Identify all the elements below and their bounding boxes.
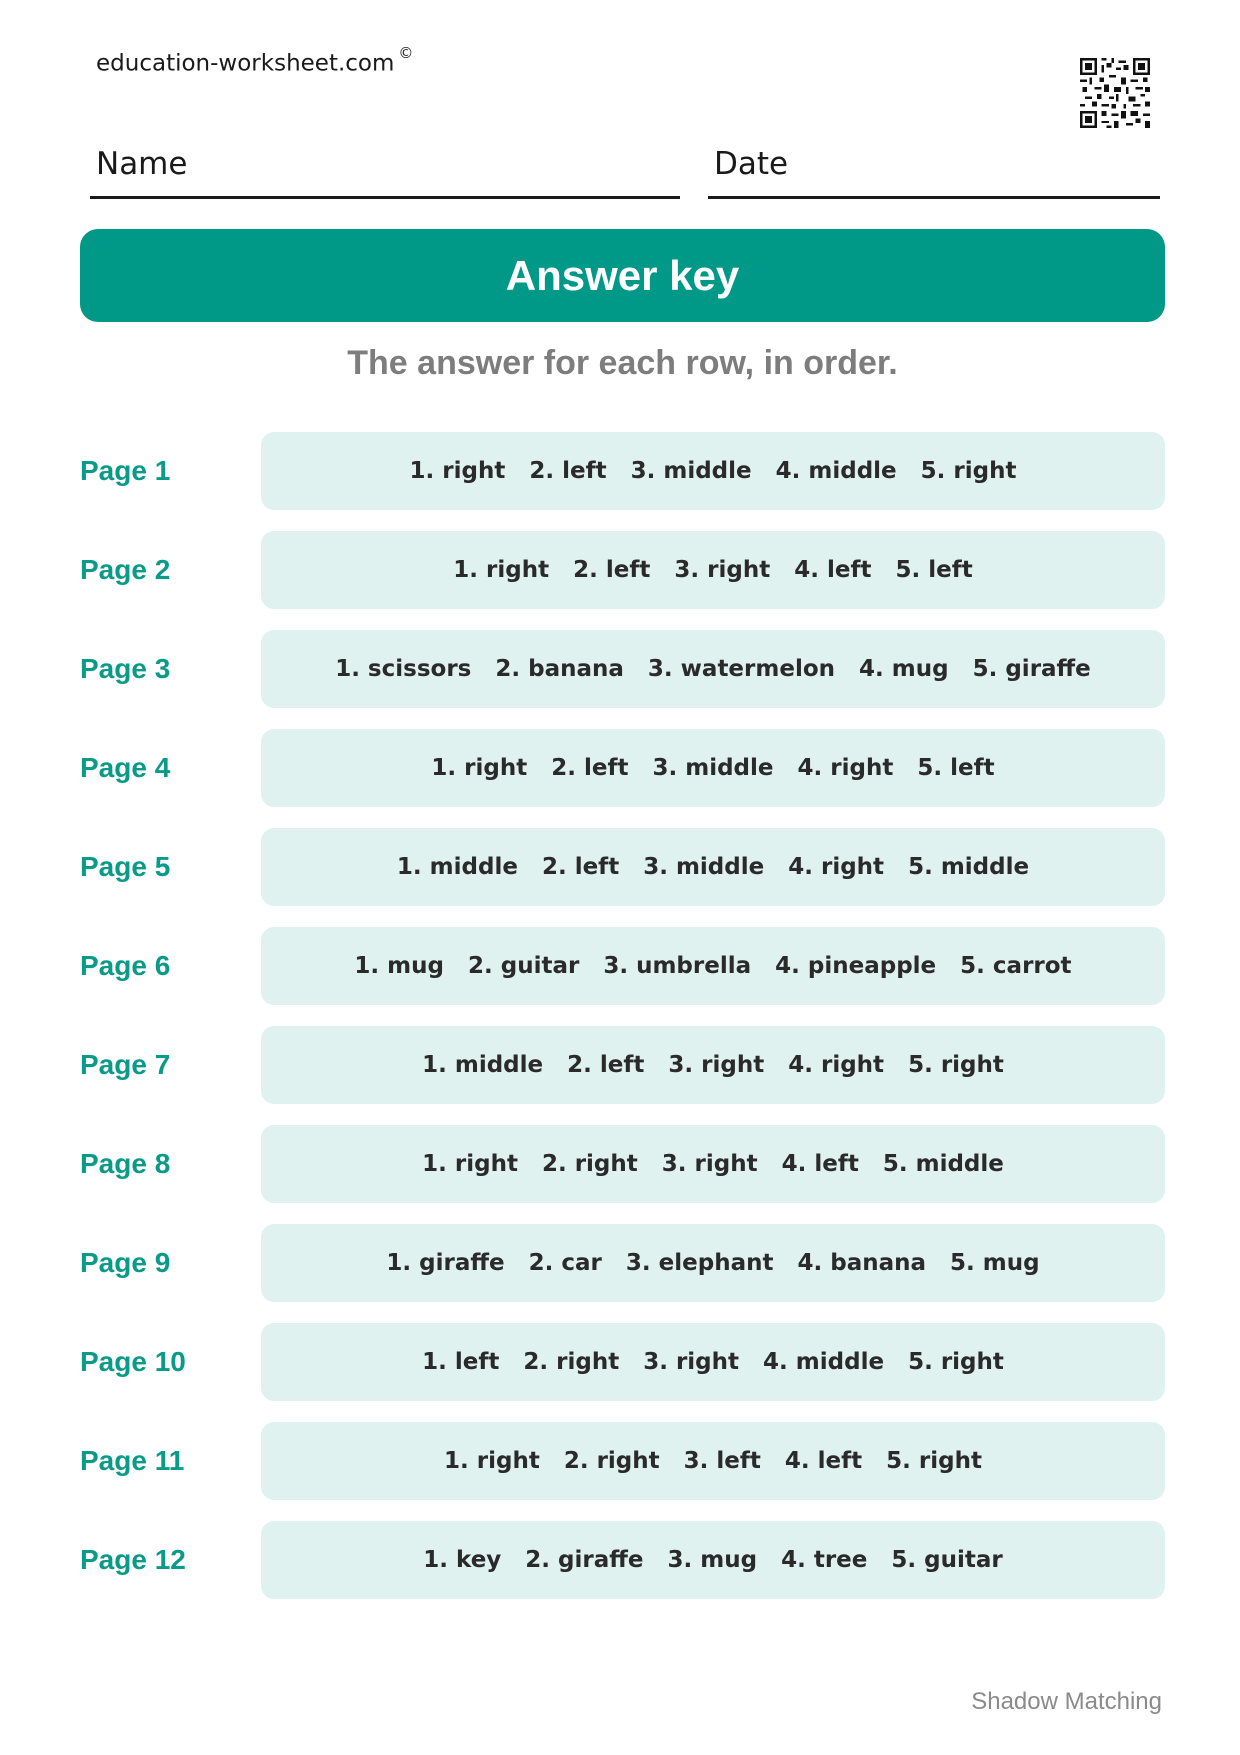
answer-box: 1. left 2. right 3. right 4. middle 5. right	[261, 1323, 1165, 1401]
answer-box: 1. right 2. right 3. right 4. left 5. middle	[261, 1125, 1165, 1203]
page-label: Page 5	[80, 851, 171, 882]
worksheet-type-footer: Shadow Matching	[971, 1688, 1162, 1715]
date-field[interactable]	[708, 140, 1160, 199]
answer-row	[0, 1521, 1240, 1599]
page-label: Page 6	[80, 950, 171, 981]
page-label: Page 3	[80, 653, 171, 684]
answer-row	[0, 630, 1240, 708]
answer-box: 1. giraffe 2. car 3. elephant 4. banana 5. mug	[261, 1224, 1165, 1302]
answer-row	[0, 1026, 1240, 1104]
page-label: Page 10	[80, 1346, 186, 1377]
qr-code-icon	[1080, 58, 1150, 128]
answer-key-banner	[80, 229, 1165, 322]
page-label: Page 1	[80, 455, 171, 486]
page-label: Page 4	[80, 752, 171, 783]
answer-box: 1. mug 2. guitar 3. umbrella 4. pineapple 5. carrot	[261, 927, 1165, 1005]
answer-row	[0, 927, 1240, 1005]
answer-row	[0, 432, 1240, 510]
name-field[interactable]	[90, 140, 680, 199]
site-url: education-worksheet.com	[96, 50, 395, 77]
answer-row	[0, 1125, 1240, 1203]
answer-row	[0, 1422, 1240, 1500]
page-label: Page 9	[80, 1247, 171, 1278]
answer-box: 1. right 2. right 3. left 4. left 5. right	[261, 1422, 1165, 1500]
copyright-mark: ©	[398, 44, 414, 62]
answer-box: 1. key 2. giraffe 3. mug 4. tree 5. guitar	[261, 1521, 1165, 1599]
answer-box: 1. middle 2. left 3. right 4. right 5. right	[261, 1026, 1165, 1104]
page-label: Page 12	[80, 1544, 186, 1575]
site-name	[96, 44, 414, 77]
answer-row	[0, 1323, 1240, 1401]
page-label: Page 11	[80, 1445, 185, 1476]
answer-box: 1. right 2. left 3. middle 4. right 5. left	[261, 729, 1165, 807]
answer-row	[0, 828, 1240, 906]
page-label: Page 7	[80, 1049, 171, 1080]
date-label: Date	[714, 146, 789, 182]
name-label: Name	[96, 146, 188, 182]
instructions-subtitle: The answer for each row, in order.	[347, 344, 898, 382]
page-label: Page 2	[80, 554, 171, 585]
banner-title: Answer key	[505, 251, 740, 299]
answer-box: 1. middle 2. left 3. middle 4. right 5. middle	[261, 828, 1165, 906]
answer-row	[0, 1224, 1240, 1302]
answer-row	[0, 729, 1240, 807]
answer-box: 1. scissors 2. banana 3. watermelon 4. mug 5. giraffe	[261, 630, 1165, 708]
answer-row	[0, 531, 1240, 609]
page-label: Page 8	[80, 1148, 171, 1179]
answer-box: 1. right 2. left 3. middle 4. middle 5. right	[261, 432, 1165, 510]
answer-box: 1. right 2. left 3. right 4. left 5. left	[261, 531, 1165, 609]
